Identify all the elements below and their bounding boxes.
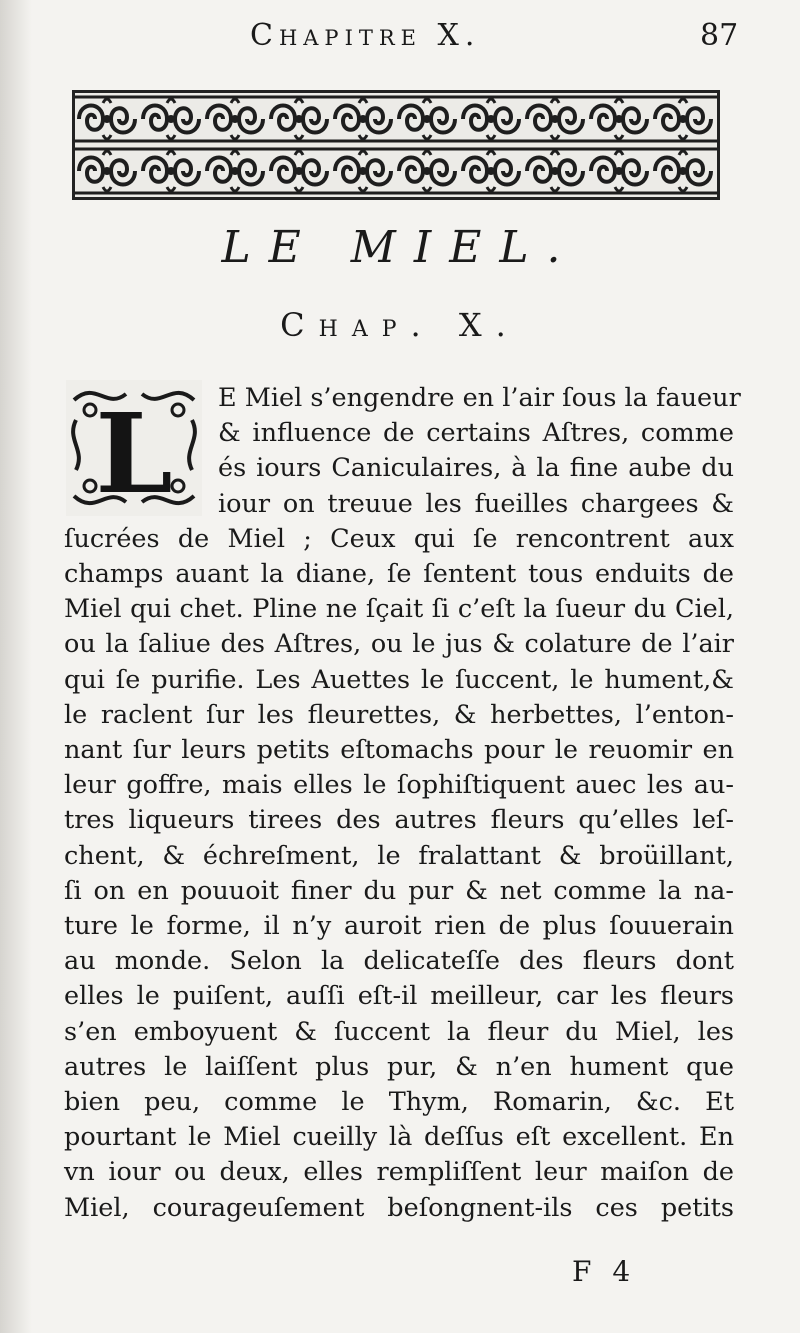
- text-line: bien peu, comme le Thym, Romarin, &c. Et: [64, 1087, 734, 1117]
- text-line: champs auant la diane, ſe ſentent tous enduits de: [64, 559, 734, 589]
- text-line: és iours Caniculaires, à la fine aube du: [218, 453, 734, 484]
- text-line: chent, & échreſment, le fralattant & broüillant,: [64, 840, 734, 871]
- text-line: ou la ſaliue des Aſtres, ou le jus & colature de l’air: [64, 629, 734, 660]
- page-edge-shadow: [0, 0, 32, 1333]
- text-line: Miel qui chet. Pline ne ſçait ſi c’eſt la ſueur du Ciel,: [64, 594, 734, 625]
- running-head: [0, 18, 800, 58]
- text-line: ſucrées de Miel ; Ceux qui ſe rencontrent aux: [64, 523, 734, 554]
- text-line: le raclent ſur les fleurettes, & herbettes, l’enton-: [64, 699, 734, 730]
- text-line: leur goffre, mais elles le ſophiſtiquent auec les au-: [64, 770, 734, 801]
- section-title: LE MIEL.: [221, 222, 579, 273]
- text-line: vn iour ou deux, elles rempliſſent leur maiſon de: [64, 1157, 734, 1188]
- text-line: pourtant le Miel cueilly là deſſus eſt excellent. En: [64, 1122, 734, 1153]
- head-ornament: [72, 90, 720, 200]
- ornament-pattern: [75, 93, 717, 197]
- decorated-initial: [66, 380, 202, 516]
- text-line: E Miel s’engendre en l’air ſous la faueur: [218, 383, 741, 413]
- text-line: elles le puiſent, auſſi eſt-il meilleur, car les fleurs: [64, 981, 734, 1012]
- text-line: iour on treuue les fueilles chargees &: [218, 488, 734, 519]
- text-line: autres le laiſſent plus pur, & n’en hument que: [64, 1051, 734, 1082]
- text-line: tres liqueurs tirees des autres fleurs qu’elles leſ-: [64, 805, 734, 836]
- text-line: nant ſur leurs petits eſtomachs pour le reuomir en: [64, 735, 734, 765]
- running-title: Chapitre X.: [250, 18, 481, 53]
- text-line: ture le forme, il n’y auroit rien de plus ſouuerain: [64, 911, 734, 941]
- text-line: qui ſe purifie. Les Auettes le ſuccent, le hument,&: [64, 664, 734, 695]
- signature-mark: F 4: [572, 1255, 637, 1288]
- text-line: Miel, courageuſement beſongnent-ils ces petits: [64, 1192, 734, 1223]
- text-line: ſi on en pouuoit finer du pur & net comme la na-: [64, 875, 734, 906]
- text-line: & influence de certains Aſtres, comme: [218, 418, 734, 449]
- text-line: s’en emboyuent & ſuccent la fleur du Miel, les: [64, 1016, 734, 1047]
- page-number: 87: [700, 18, 739, 53]
- text-line: au monde. Selon la delicateſſe des fleurs dont: [64, 946, 734, 977]
- dropcap-letter: L: [95, 389, 173, 516]
- chapter-title: Chap. X.: [280, 306, 520, 344]
